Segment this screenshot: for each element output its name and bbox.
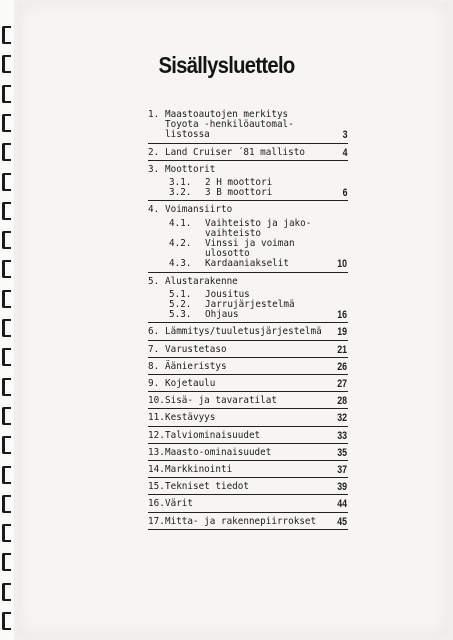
toc-subsection-number: 3.2. <box>169 187 192 199</box>
toc-entry-title: Kestävyys <box>165 412 216 424</box>
toc-entry-title: Maasto-ominaisuudet <box>165 446 272 458</box>
toc-subsection-title: 2 H moottori <box>205 177 273 189</box>
toc-entry-number: 11. <box>148 412 165 424</box>
binding-ring <box>2 348 11 366</box>
toc-subsection-title: Vaihteisto ja jako- vaihteisto <box>205 217 312 239</box>
toc-page-number: 45 <box>336 515 347 528</box>
toc-entry-number: 12. <box>148 429 165 441</box>
toc-entry-title: Mitta- ja rakennepiirrokset <box>165 515 317 527</box>
toc-subsection-list <box>148 219 348 270</box>
binding-ring <box>2 495 11 513</box>
toc-subsection-title: Vinssi ja voiman ulosotto <box>205 238 295 260</box>
toc-entry-title: Värit <box>165 498 193 510</box>
toc-entry-title: Varustetaso <box>165 343 227 355</box>
toc-subsection-number: 5.2. <box>169 299 192 311</box>
toc-entry-title: Alustarakenne <box>165 275 238 287</box>
toc-entry-number: 15. <box>148 481 165 493</box>
toc-subsection <box>148 188 348 198</box>
toc-subsection <box>148 259 348 269</box>
toc-page-number: 37 <box>336 464 347 477</box>
toc-subsection-title: 3 B moottori <box>205 187 273 199</box>
binding-ring <box>2 26 11 44</box>
binding-ring <box>2 231 11 249</box>
page-title: Sisällysluettelo <box>158 52 295 78</box>
toc-page-number: 6 <box>342 187 348 200</box>
toc-entry-number: 10. <box>148 395 165 407</box>
toc-entry <box>148 461 348 478</box>
binding-ring <box>2 524 11 542</box>
toc-subsection-title: Jousitus <box>205 288 250 300</box>
toc-entry-title: Lämmitys/tuuletusjärjestelmä <box>165 326 322 338</box>
toc-subsection <box>148 219 348 239</box>
binding-ring <box>2 466 11 484</box>
toc-entry <box>148 341 348 358</box>
toc-page-number: 39 <box>336 481 347 494</box>
toc-entry-title: Maastoautojen merkitys Toyota -henkilöautomal- listossa <box>165 109 294 141</box>
binding-ring <box>2 407 11 425</box>
binding-ring <box>2 553 11 571</box>
toc-page-number: 28 <box>336 395 347 408</box>
toc-subsection-number: 4.3. <box>169 258 192 270</box>
toc-entry-number: 9. <box>148 378 160 390</box>
toc-entry-number: 7. <box>148 343 160 355</box>
toc-entry-title: Sisä- ja tavaratilat <box>165 395 277 407</box>
toc-page-number: 33 <box>336 429 347 442</box>
toc-entry-title: Voimansiirto <box>165 204 233 216</box>
binding-ring <box>2 55 11 73</box>
toc-entry-number: 13. <box>148 446 165 458</box>
toc-entry-number: 4. <box>148 204 160 216</box>
toc-entry-number: 1. <box>148 109 160 120</box>
toc-entry <box>148 323 348 340</box>
spiral-binding <box>0 0 14 640</box>
binding-ring <box>2 260 11 278</box>
toc-subsection-number: 3.1. <box>169 177 192 189</box>
toc-page-number: 35 <box>336 446 347 459</box>
binding-ring <box>2 612 11 630</box>
toc-page-number: 26 <box>336 360 347 373</box>
toc-page-number: 32 <box>336 412 347 425</box>
binding-ring <box>2 202 11 220</box>
toc-entry <box>148 144 348 161</box>
toc-subsection <box>148 239 348 259</box>
toc-entry-number: 14. <box>148 464 165 476</box>
toc-entry-title: Tekniset tiedot <box>165 481 249 493</box>
toc-entry-title: Moottorit <box>165 163 216 175</box>
toc-entry-title: Markkinointi <box>165 464 233 476</box>
toc-entry <box>148 478 348 495</box>
toc-entry-number: 2. <box>148 146 160 158</box>
toc-entry-title: Talviominaisuudet <box>165 429 261 441</box>
toc-subsection-number: 5.3. <box>169 309 192 321</box>
toc-subsection-list <box>148 290 348 321</box>
toc-entry-title: Land Cruiser ´81 mallisto <box>165 146 305 158</box>
toc-page-number: 3 <box>342 129 348 142</box>
toc-entry <box>148 161 348 202</box>
toc-entry-number: 6. <box>148 326 160 338</box>
toc-entry <box>148 444 348 461</box>
binding-ring <box>2 583 11 601</box>
toc-subsection <box>148 310 348 320</box>
toc-entry <box>148 513 348 530</box>
toc-entry <box>148 409 348 426</box>
table-of-contents <box>148 106 348 530</box>
binding-ring <box>2 173 11 191</box>
binding-ring <box>2 143 11 161</box>
toc-entry <box>148 358 348 375</box>
toc-entry-number: 5. <box>148 275 160 287</box>
toc-subsection-title: Kardaaniakselit <box>205 258 289 270</box>
binding-ring <box>2 85 11 103</box>
toc-subsection-list <box>148 178 348 198</box>
binding-ring <box>2 114 11 132</box>
toc-subsection-title: Ohjaus <box>205 309 239 321</box>
toc-entry-number: 17. <box>148 515 165 527</box>
toc-subsection-number: 4.2. <box>169 238 192 250</box>
toc-entry <box>148 106 348 144</box>
toc-subsection-number: 4.1. <box>169 217 192 229</box>
toc-subsection-number: 5.1. <box>169 288 192 300</box>
toc-entry <box>148 392 348 409</box>
toc-entry-title: Äänieristys <box>165 360 227 372</box>
binding-ring <box>2 319 11 337</box>
toc-page-number: 19 <box>336 326 347 339</box>
toc-entry-number: 8. <box>148 360 160 372</box>
toc-page-number: 16 <box>336 309 347 322</box>
toc-page-number: 21 <box>336 343 347 356</box>
binding-ring <box>2 378 11 396</box>
toc-page-number: 10 <box>336 258 347 271</box>
toc-entry-title: Kojetaulu <box>165 378 216 390</box>
toc-page-number: 27 <box>336 378 347 391</box>
toc-entry-number: 16. <box>148 498 165 510</box>
toc-entry <box>148 201 348 272</box>
toc-entry <box>148 495 348 512</box>
toc-entry <box>148 427 348 444</box>
binding-ring <box>2 290 11 308</box>
toc-page-number: 44 <box>336 498 347 511</box>
toc-subsection-title: Jarrujärjestelmä <box>205 299 295 311</box>
toc-entry <box>148 375 348 392</box>
toc-entry <box>148 273 348 324</box>
toc-entry-number: 3. <box>148 163 160 175</box>
binding-ring <box>2 436 11 454</box>
toc-page-number: 4 <box>342 146 348 159</box>
